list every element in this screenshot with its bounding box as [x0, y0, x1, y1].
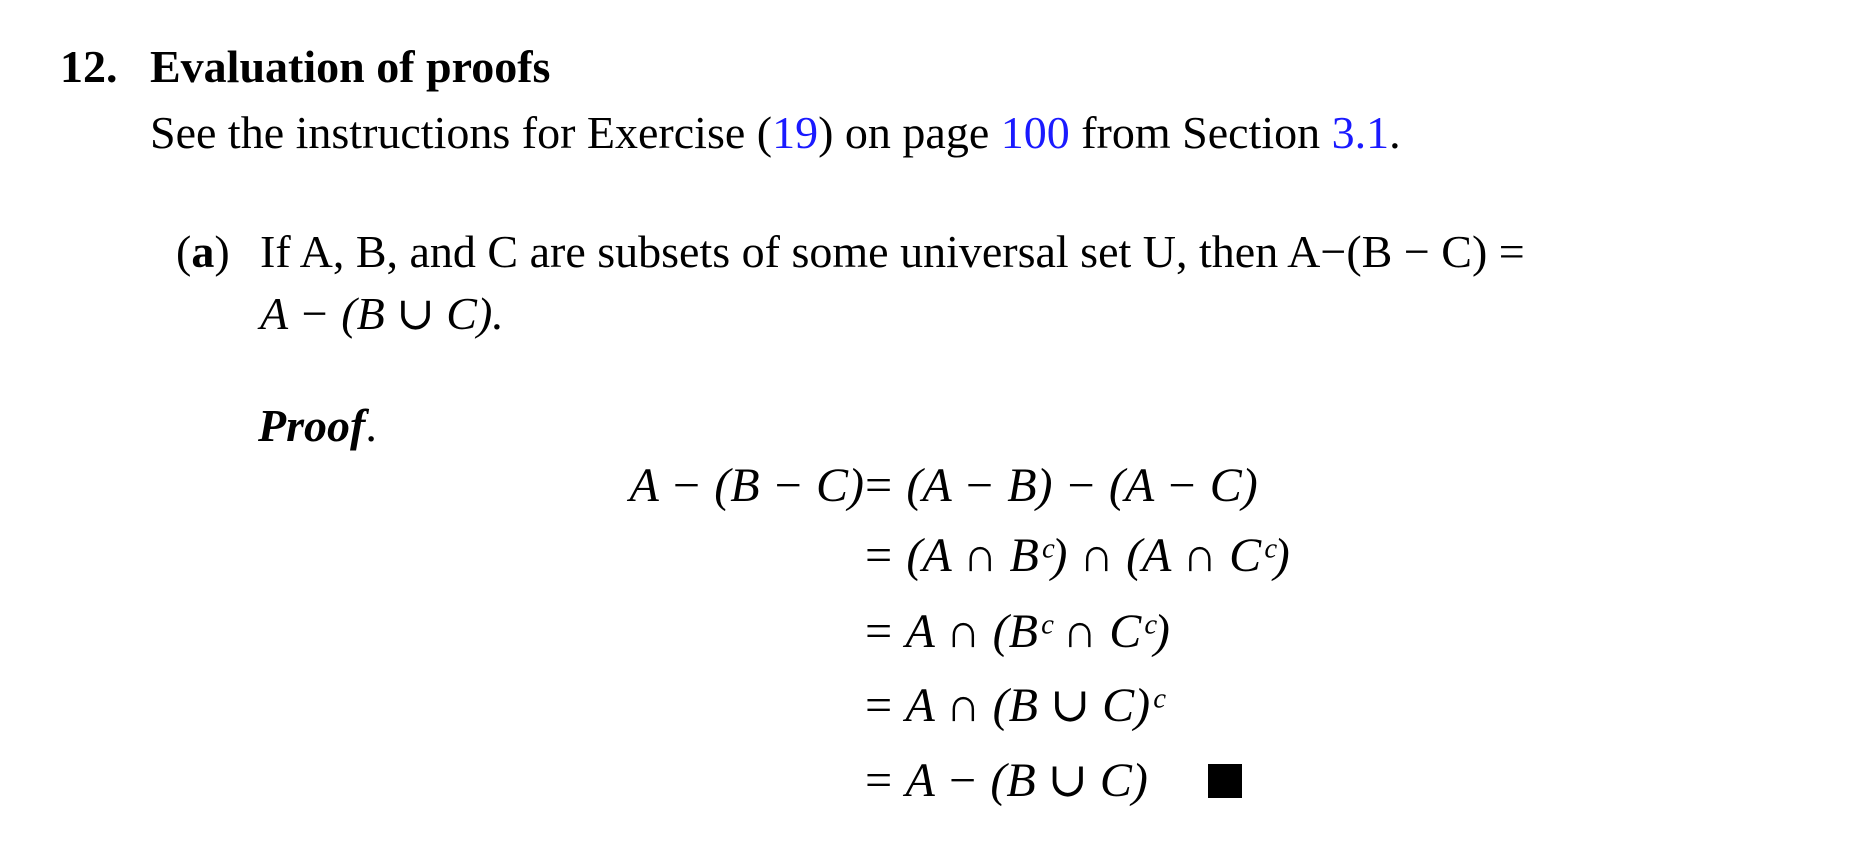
exercise-ref-link[interactable]: 19 [772, 107, 819, 158]
page-ref-link[interactable]: 100 [1000, 107, 1070, 158]
exercise-title: Evaluation of proofs [150, 41, 551, 92]
proof-label: Proof. [258, 400, 377, 451]
proof-line-5-rhs: = A − (B ∪ C) [862, 754, 1148, 807]
proof-line-4-rhs: = A ∩ (B ∪ C)ᶜ [862, 679, 1163, 732]
part-a-statement-line1 [260, 226, 1525, 277]
instructions-text-mid2: from Section [1069, 107, 1332, 158]
part-a-label: (a) [176, 226, 230, 277]
part-a-statement-line2 [260, 288, 504, 339]
proof-line-1-rhs: = (A − B) − (A − C) [862, 459, 1258, 512]
exercise-header [60, 41, 551, 92]
qed-square-icon [1208, 764, 1242, 798]
exercise-number: 12. [60, 41, 118, 92]
exercise-instructions [150, 107, 1401, 158]
statement-line2-text: A − (B ∪ C). [260, 288, 504, 339]
instructions-text-mid1: ) on page [818, 107, 1001, 158]
statement-line1-text: If A, B, and C are subsets of some universal set U, then A−(B − C) = [260, 226, 1525, 277]
proof-label-text: Proof [258, 400, 366, 451]
proof-line-3-rhs: = A ∩ (Bᶜ ∩ Cᶜ) [862, 605, 1170, 658]
proof-line-1-lhs: A − (B − C) [629, 459, 864, 512]
section-ref-link[interactable]: 3.1 [1331, 107, 1390, 158]
proof-line-5 [862, 754, 1242, 807]
instructions-text-before: See the instructions for Exercise ( [150, 107, 773, 158]
proof-line-2-rhs: = (A ∩ Bᶜ) ∩ (A ∩ Cᶜ) [862, 529, 1290, 582]
instructions-text-after: . [1389, 107, 1401, 158]
part-a-letter: a [191, 226, 215, 277]
